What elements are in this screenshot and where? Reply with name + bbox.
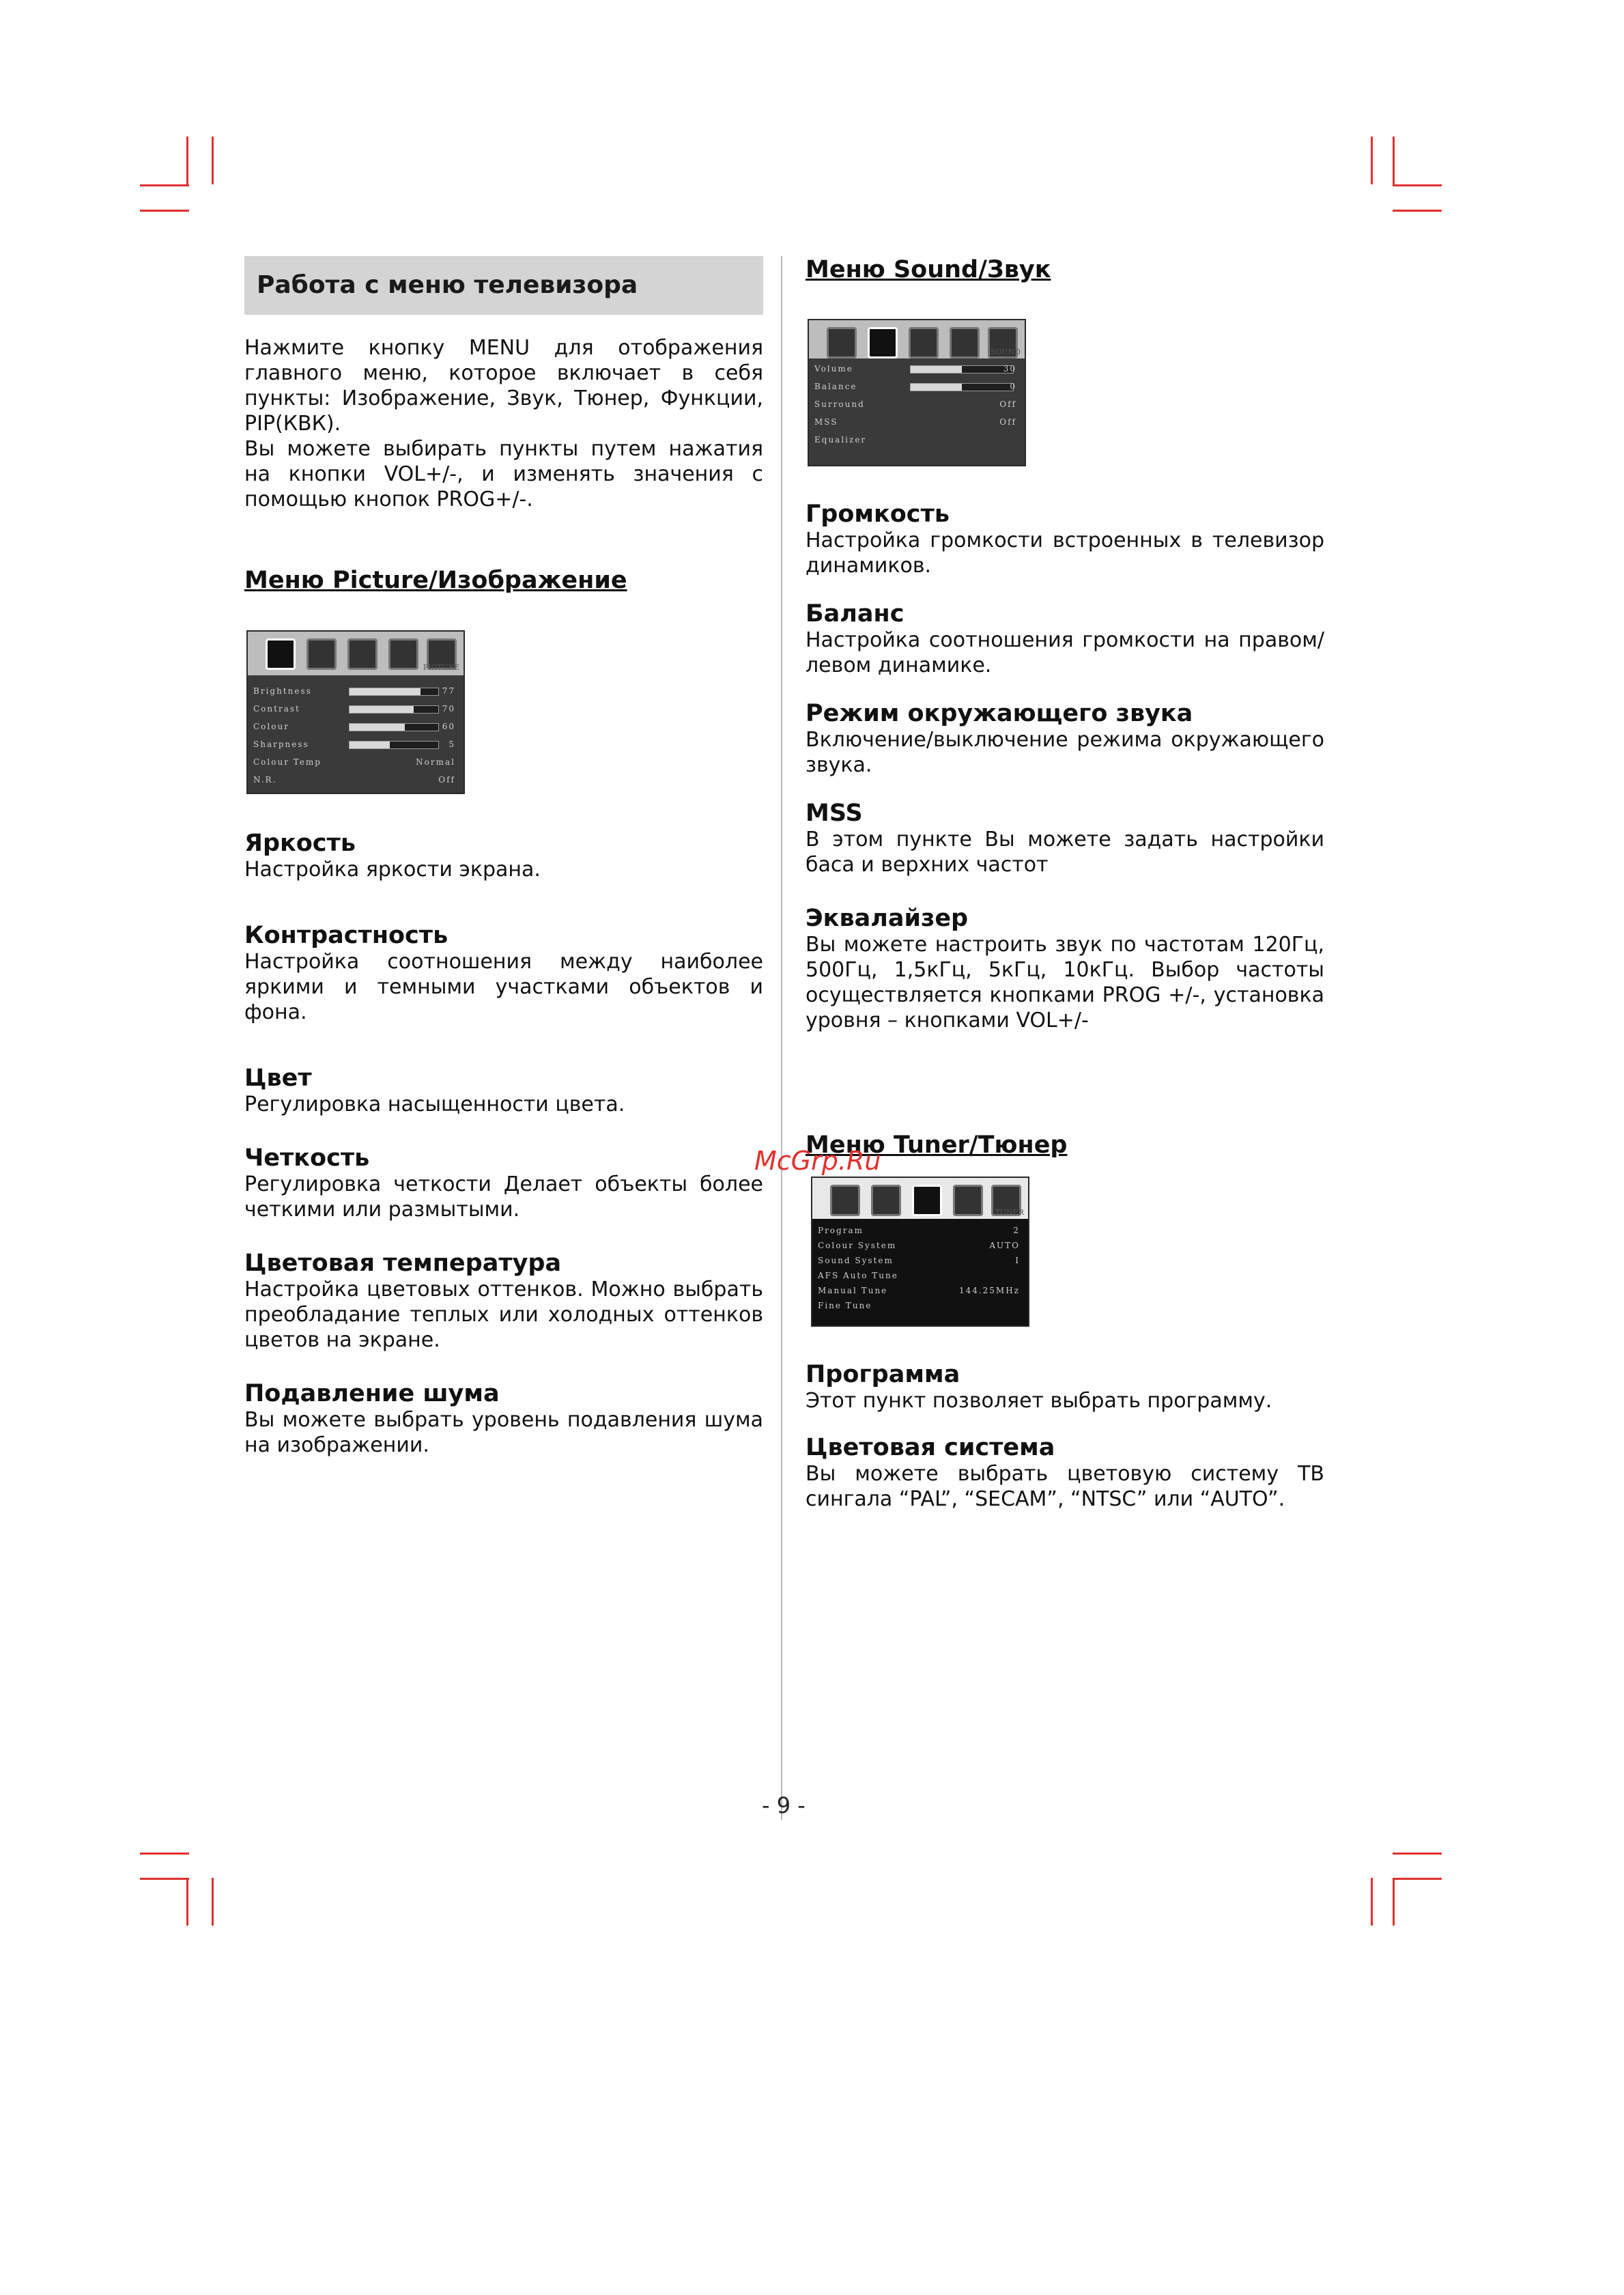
menu-row-label: Colour Temp [253, 757, 322, 767]
menu-row[interactable] [814, 431, 1019, 449]
menu-row-value: 60 [442, 722, 455, 731]
tuner-menu-screenshot [811, 1177, 1029, 1327]
menu-row-value: Off [999, 399, 1016, 409]
section [806, 905, 1324, 1033]
menu-row-value: 0 [1010, 382, 1016, 391]
section-heading: Цвет [244, 1065, 312, 1092]
menu-row[interactable] [814, 395, 1019, 413]
section-heading: Контрастность [244, 922, 448, 949]
section-text: Настройка громкости встроенных в телевизор динамиков. [806, 529, 1324, 578]
picture-menu-tabbar [248, 632, 464, 675]
menu-row-slider[interactable] [349, 705, 439, 714]
section [806, 600, 1324, 678]
menu-row-slider-fill [911, 366, 962, 373]
menu-row-label: Surround [814, 399, 865, 409]
menu-row-slider[interactable] [910, 383, 1014, 391]
menu-row-label: MSS [814, 417, 838, 427]
menu-row-slider-fill [350, 724, 405, 731]
menu-row-value: AUTO [989, 1241, 1020, 1250]
menu-row[interactable] [253, 700, 458, 718]
sound-tab-icon [307, 638, 337, 670]
menu-row[interactable] [253, 753, 458, 771]
watermark: McGrp.Ru [754, 1146, 881, 1176]
section [806, 1434, 1324, 1512]
section-text: Этот пункт позволяет выбрать программу. [806, 1389, 1272, 1413]
menu-row-slider[interactable] [910, 365, 1014, 374]
menu-row-label: AFS Auto Tune [818, 1271, 898, 1280]
menu-row-label: Sound System [818, 1256, 894, 1265]
sound-tab-icon [868, 327, 898, 358]
menu-row-value: Off [999, 417, 1016, 427]
section-text: В этом пункте Вы можете задать настройки баса и верхних частот [806, 828, 1324, 877]
menu-row[interactable] [818, 1297, 1023, 1314]
tuner-sections [806, 1361, 1324, 1512]
left-column [244, 256, 763, 1457]
menu-row-label: Program [818, 1226, 864, 1235]
menu-row[interactable] [814, 413, 1019, 431]
intro-paragraph-1: Нажмите кнопку MENU для отображения главного меню, которое включает в себя пункты: Изображение, Звук, Тюнер, Функции, PIP(КВК). [244, 336, 763, 436]
sound-menu-heading: Меню Sound/Звук [806, 256, 1051, 283]
tuner-tab-icon [909, 327, 939, 358]
picture-sections [244, 830, 763, 1458]
section [806, 501, 1324, 578]
section-text: Настройка цветовых оттенков. Можно выбрать преобладание теплых или холодных оттенков цветов на экране. [244, 1278, 763, 1352]
page-number: - 9 - [762, 1792, 806, 1818]
menu-row[interactable] [253, 771, 458, 789]
function-tab-icon [388, 638, 418, 670]
sound-tab-label: SOUND [990, 348, 1021, 356]
menu-row-label: Volume [814, 364, 853, 374]
menu-row-label: Colour [253, 722, 289, 731]
menu-row-label: Balance [814, 382, 857, 391]
menu-row-value: I [1015, 1256, 1020, 1265]
picture-tab-icon [830, 1185, 860, 1216]
picture-tab-icon [827, 327, 857, 358]
menu-row-label: Fine Tune [818, 1301, 872, 1310]
section [806, 700, 1324, 778]
section [244, 1250, 763, 1353]
menu-row-label: Equalizer [814, 435, 867, 445]
menu-row[interactable] [814, 378, 1019, 395]
sound-tab-icon [871, 1185, 901, 1216]
section-text: Настройка яркости экрана. [244, 858, 541, 882]
menu-row[interactable] [253, 718, 458, 735]
menu-row-label: Sharpness [253, 740, 309, 749]
menu-row-value: Off [438, 775, 455, 785]
tuner-menu-heading: Меню Tuner/Тюнер [806, 1131, 1068, 1159]
column-divider [781, 256, 782, 1820]
menu-row-label: Colour System [818, 1241, 897, 1250]
section-heading: Подавление шума [244, 1380, 500, 1407]
sound-sections [806, 501, 1324, 1033]
menu-row-slider-fill [350, 688, 421, 695]
menu-row[interactable] [253, 735, 458, 753]
menu-row-value: 5 [448, 740, 455, 749]
section [244, 922, 763, 1025]
menu-row-slider-fill [350, 706, 414, 713]
tuner-menu-tabbar [812, 1178, 1028, 1219]
section-heading: Эквалайзер [806, 905, 969, 932]
section-heading: Цветовая система [806, 1434, 1055, 1461]
page-title-banner: Работа с меню телевизора [244, 256, 763, 315]
menu-row-label: N.R. [253, 775, 277, 785]
section [244, 830, 763, 882]
menu-row-label: Manual Tune [818, 1286, 888, 1295]
section-heading: Цветовая температура [244, 1250, 562, 1277]
tuner-tab-label: TUNER [995, 1208, 1024, 1217]
menu-row-value: Normal [416, 757, 455, 767]
section-text: Вы можете выбрать уровень подавления шума на изображении. [244, 1408, 763, 1457]
section-heading: Режим окружающего звука [806, 700, 1193, 727]
menu-row-label: Contrast [253, 704, 300, 714]
picture-menu-screenshot [246, 630, 465, 794]
section-heading: Программа [806, 1361, 960, 1388]
menu-row-value: 2 [1013, 1226, 1020, 1235]
section-heading: Четкость [244, 1144, 370, 1172]
menu-row-value: 77 [442, 686, 455, 696]
section-text: Настройка соотношения громкости на правом/левом динамике. [806, 628, 1324, 677]
menu-row[interactable] [253, 682, 458, 700]
section-text: Включение/выключение режима окружающего звука. [806, 728, 1324, 777]
tuner-tab-icon [347, 638, 377, 670]
menu-row-value: 144.25MHz [958, 1286, 1020, 1295]
menu-row-slider[interactable] [349, 688, 439, 696]
picture-tab-label: PICTURE [423, 663, 459, 672]
picture-tab-icon [266, 638, 296, 670]
menu-row-slider[interactable] [349, 741, 439, 749]
section-heading: Громкость [806, 501, 950, 528]
menu-row-value: 30 [1003, 364, 1016, 374]
menu-row-slider-fill [350, 742, 390, 748]
sound-menu-tabbar [809, 320, 1025, 358]
section [806, 1361, 1324, 1413]
menu-row-slider-fill [911, 384, 962, 391]
section-text: Вы можете настроить звук по частотам 120Гц, 500Гц, 1,5кГц, 5кГц, 10кГц. Выбор частоты осуществляется кнопками PROG +/-, установка уровня – кнопками VOL+/- [806, 933, 1324, 1032]
section-text: Регулировка четкости Делает объекты более четкими или размытыми. [244, 1172, 763, 1222]
tuner-tab-icon [912, 1185, 942, 1216]
section [244, 1065, 763, 1117]
section [244, 1144, 763, 1222]
function-tab-icon [953, 1185, 983, 1216]
section-text: Регулировка насыщенности цвета. [244, 1093, 625, 1116]
menu-row-slider[interactable] [349, 723, 439, 731]
section [806, 800, 1324, 877]
section-heading: Яркость [244, 830, 356, 857]
sound-menu-screenshot [808, 319, 1026, 466]
section-heading: MSS [806, 800, 863, 827]
section-text: Настройка соотношения между наиболее яркими и темными участками объектов и фона. [244, 950, 763, 1024]
intro-paragraph-2: Вы можете выбирать пункты путем нажатия на кнопки VOL+/-, и изменять значения с помощью кнопок PROG+/-. [244, 437, 763, 511]
menu-row-label: Brightness [253, 686, 312, 696]
section-text: Вы можете выбрать цветовую систему ТВ сингала “PAL”, “SECAM”, “NTSC” или “AUTO”. [806, 1462, 1324, 1511]
menu-row[interactable] [814, 360, 1019, 378]
section-heading: Баланс [806, 600, 904, 628]
menu-row-value: 70 [442, 704, 455, 714]
section [244, 1380, 763, 1458]
function-tab-icon [950, 327, 980, 358]
picture-menu-heading: Меню Picture/Изображение [244, 567, 627, 594]
